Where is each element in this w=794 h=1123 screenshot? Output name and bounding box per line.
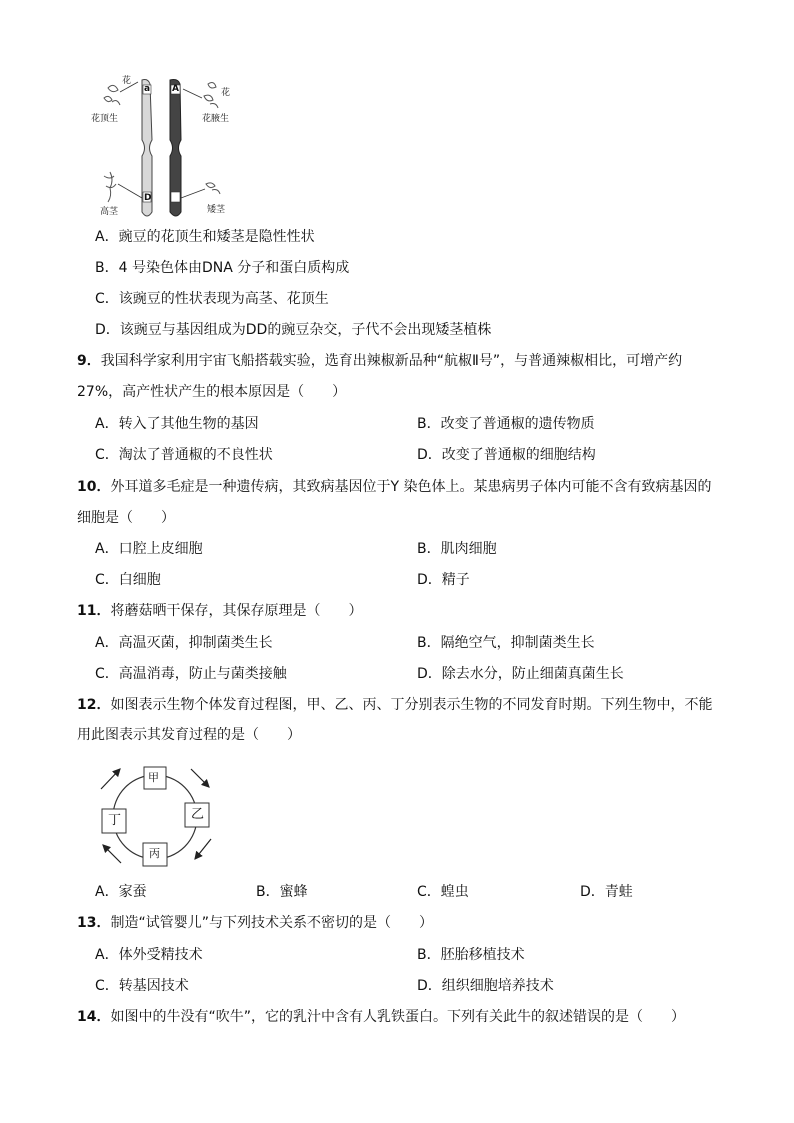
q11-option-a: A．高温灭菌，抑制菌类生长 xyxy=(95,635,273,651)
q10-option-a: A．口腔上皮细胞 xyxy=(95,541,203,557)
label-short: 矮茎 xyxy=(207,205,226,215)
q11-stem xyxy=(77,601,362,621)
cycle-stage-ding: 丁 xyxy=(108,813,122,828)
q9-option-a: A．转入了其他生物的基因 xyxy=(95,416,259,432)
q10-text: 外耳道多毛症是一种遗传病，其致病基因位于Y 染色体上。某患病男子体内可能不含有致病基因的 xyxy=(110,479,712,495)
cycle-stage-bing: 丙 xyxy=(149,847,160,860)
label-axil-flower: 花腋生 xyxy=(202,114,230,124)
q8-option-d: D．该豌豆与基因组成为DD的豌豆杂交，子代不会出现矮茎植株 xyxy=(95,322,492,338)
q10-option-b: B．肌肉细胞 xyxy=(417,541,497,557)
q11-option-d: D．除去水分，防止细菌真菌生长 xyxy=(417,666,624,682)
cycle-stage-yi: 乙 xyxy=(191,807,205,822)
cycle-stage-jia: 甲 xyxy=(148,771,159,784)
q10-option-d: D．精子 xyxy=(417,572,470,588)
q12-option-a: A．家蚕 xyxy=(95,884,147,900)
q11-option-b: B．隔绝空气，抑制菌类生长 xyxy=(417,635,595,651)
q9-number: 9． xyxy=(77,353,101,369)
q13-number: 13． xyxy=(77,915,111,931)
q14-stem xyxy=(77,1007,685,1027)
q12-stem-line2: 用此图表示其发育过程的是（ ） xyxy=(77,727,301,743)
q12-stem-line1 xyxy=(77,695,712,715)
q8-option-c: C．该豌豆的性状表现为高茎、花顶生 xyxy=(95,291,329,307)
label-flower-left: 花 xyxy=(122,76,132,86)
q13-option-c: C．转基因技术 xyxy=(95,978,189,994)
q12-number: 12． xyxy=(77,697,111,713)
q10-option-c: C．白细胞 xyxy=(95,572,161,588)
q13-text: 制造“试管婴儿”与下列技术关系不密切的是（ ） xyxy=(110,915,433,931)
q14-number: 14． xyxy=(77,1009,111,1025)
q9-stem-line1 xyxy=(77,351,682,371)
q9-option-d: D．改变了普通椒的细胞结构 xyxy=(417,447,596,463)
label-A: A xyxy=(172,84,179,94)
q13-stem xyxy=(77,913,433,933)
development-cycle-figure xyxy=(95,763,225,868)
q13-option-d: D．组织细胞培养技术 xyxy=(417,978,554,994)
q13-option-b: B．胚胎移植技术 xyxy=(417,947,525,963)
label-tall: 高茎 xyxy=(100,207,119,217)
q9-option-b: B．改变了普通椒的遗传物质 xyxy=(417,416,595,432)
label-D: D xyxy=(144,193,152,203)
label-d: d xyxy=(173,193,180,203)
label-a: a xyxy=(144,84,151,94)
q8-option-a: A．豌豆的花顶生和矮茎是隐性性状 xyxy=(95,229,315,245)
chromosome-figure xyxy=(90,76,250,222)
q12-option-c: C．蝗虫 xyxy=(417,884,469,900)
q10-number: 10． xyxy=(77,479,111,495)
q12-text: 如图表示生物个体发育过程图，甲、乙、丙、丁分别表示生物的不同发育时期。下列生物中，不能 xyxy=(110,697,713,713)
q9-option-c: C．淘汰了普通椒的不良性状 xyxy=(95,447,273,463)
q10-stem-line1 xyxy=(77,477,711,497)
q12-option-b: B．蜜蜂 xyxy=(256,884,308,900)
q12-option-d: D．青蛙 xyxy=(580,884,633,900)
q9-stem-line2: 27%，高产性状产生的根本原因是（ ） xyxy=(77,384,347,400)
q11-option-c: C．高温消毒，防止与菌类接触 xyxy=(95,666,287,682)
q14-text: 如图中的牛没有“吹牛”，它的乳汁中含有人乳铁蛋白。下列有关此牛的叙述错误的是（ ） xyxy=(110,1009,685,1025)
q9-text: 我国科学家利用宇宙飞船搭载实验，选育出辣椒新品种“航椒Ⅱ号”，与普通辣椒相比，可增产约 xyxy=(100,353,683,369)
q13-option-a: A．体外受精技术 xyxy=(95,947,203,963)
q11-text: 将蘑菇晒干保存，其保存原理是（ ） xyxy=(110,603,363,619)
label-flower-right: 花 xyxy=(221,88,231,98)
label-top-flower: 花顶生 xyxy=(91,114,119,124)
q11-number: 11． xyxy=(77,603,111,619)
q10-stem-line2: 细胞是（ ） xyxy=(77,510,175,526)
q8-option-b: B．4 号染色体由DNA 分子和蛋白质构成 xyxy=(95,260,350,276)
